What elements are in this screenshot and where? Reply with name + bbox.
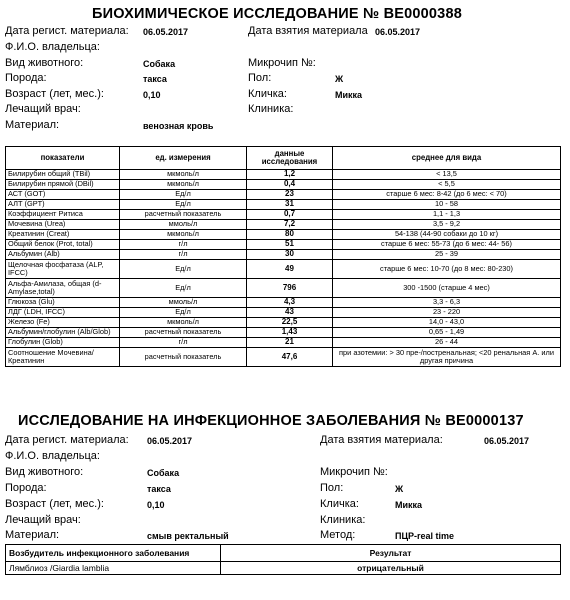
param-unit: мкмоль/л	[120, 180, 247, 190]
param-unit: ммоль/л	[120, 220, 247, 230]
param-value: 1,2	[247, 170, 333, 180]
param-name: Билирубин прямой (DBil)	[6, 180, 120, 190]
param-name: Мочевина (Urea)	[6, 220, 120, 230]
inf-chip-label: Микрочип №:	[320, 466, 388, 478]
inf-age-label: Возраст (лет, мес.):	[5, 498, 104, 510]
bio-take-date-label: Дата взятия материала	[248, 25, 368, 37]
header-reference: среднее для вида	[333, 147, 561, 170]
param-name: Соотношение Мочевина/Креатинин	[6, 348, 120, 367]
table-row	[6, 210, 561, 220]
bio-species: Собака	[143, 59, 176, 69]
table-row	[6, 308, 561, 318]
bio-breed: такса	[143, 74, 167, 84]
param-reference: при азотемии: > 30 пре-/постренальная; <20 ренальная А. или другая причина	[333, 348, 561, 367]
header-unit: ед. измерения	[120, 147, 247, 170]
param-value: 49	[247, 260, 333, 279]
bio-breed-label: Порода:	[5, 72, 47, 84]
bio-age-label: Возраст (лет, мес.):	[5, 88, 104, 100]
bio-clinic-label: Клиника:	[248, 103, 294, 115]
param-value: 21	[247, 338, 333, 348]
param-unit: ммоль/л	[120, 298, 247, 308]
param-reference: 0,65 - 1,49	[333, 328, 561, 338]
param-reference: старше 6 мес: 55-73 (до 6 мес: 44- 56)	[333, 240, 561, 250]
pathogen-name: Лямблиоз /Giardia lamblia	[6, 562, 221, 575]
table-header-row	[6, 545, 561, 562]
bio-chip-label: Микрочип №:	[248, 57, 316, 69]
header-result: Результат	[221, 545, 561, 562]
param-unit: г/л	[120, 250, 247, 260]
param-reference: 1,1 - 1,3	[333, 210, 561, 220]
param-unit: Ед/л	[120, 200, 247, 210]
param-name: ЛДГ (LDH, IFCC)	[6, 308, 120, 318]
table-row	[6, 170, 561, 180]
inf-species: Собака	[147, 468, 180, 478]
param-reference: < 13,5	[333, 170, 561, 180]
param-value: 43	[247, 308, 333, 318]
param-unit: мкмоль/л	[120, 230, 247, 240]
table-row	[6, 240, 561, 250]
inf-method-label: Метод:	[320, 529, 356, 541]
param-name: Билирубин общий (TBil)	[6, 170, 120, 180]
param-name: Креатинин (Creat)	[6, 230, 120, 240]
table-row	[6, 230, 561, 240]
param-value: 47,6	[247, 348, 333, 367]
inf-species-label: Вид животного:	[5, 466, 84, 478]
param-unit: расчетный показатель	[120, 348, 247, 367]
param-value: 31	[247, 200, 333, 210]
param-reference: < 5,5	[333, 180, 561, 190]
table-row	[6, 220, 561, 230]
param-unit: г/л	[120, 338, 247, 348]
param-value: 30	[247, 250, 333, 260]
bio-reg-date: 06.05.2017	[143, 27, 189, 37]
bio-material: венозная кровь	[143, 121, 214, 131]
param-reference: старше 6 мес: 10-70 (до 8 мес: 80-230)	[333, 260, 561, 279]
biochemistry-table	[5, 146, 561, 367]
param-value: 23	[247, 190, 333, 200]
param-value: 796	[247, 279, 333, 298]
table-row	[6, 348, 561, 367]
bio-reg-date-label: Дата регист. материала:	[5, 25, 129, 37]
inf-breed: такса	[147, 484, 171, 494]
param-reference: 54-138 (44-90 собаки до 10 кг)	[333, 230, 561, 240]
inf-title: ИССЛЕДОВАНИЕ НА ИНФЕКЦИОННОЕ ЗАБОЛЕВАНИЯ № ВЕ0000137	[18, 413, 524, 429]
inf-take-date-label: Дата взятия материала:	[320, 434, 443, 446]
inf-nickname: Микка	[395, 500, 423, 510]
param-value: 4,3	[247, 298, 333, 308]
bio-species-label: Вид животного:	[5, 57, 84, 69]
table-row	[6, 260, 561, 279]
header-pathogen: Возбудитель инфекционного заболевания	[6, 545, 221, 562]
param-unit: расчетный показатель	[120, 328, 247, 338]
infection-table	[5, 544, 561, 575]
inf-nickname-label: Кличка:	[320, 498, 359, 510]
table-row	[6, 200, 561, 210]
param-name: Железо (Fe)	[6, 318, 120, 328]
param-unit: Ед/л	[120, 308, 247, 318]
param-name: Альбумин/глобулин (Alb/Glob)	[6, 328, 120, 338]
param-value: 22,5	[247, 318, 333, 328]
bio-age: 0,10	[143, 90, 161, 100]
inf-owner-label: Ф.И.О. владельца:	[5, 450, 100, 462]
param-value: 51	[247, 240, 333, 250]
param-unit: мкмоль/л	[120, 318, 247, 328]
param-value: 0,4	[247, 180, 333, 190]
param-value: 7,2	[247, 220, 333, 230]
inf-method: ПЦР-real time	[395, 531, 455, 541]
param-reference: 14,0 - 43,0	[333, 318, 561, 328]
param-reference: 25 - 39	[333, 250, 561, 260]
param-reference: 3,5 - 9,2	[333, 220, 561, 230]
param-reference: 23 - 220	[333, 308, 561, 318]
inf-doctor-label: Лечащий врач:	[5, 514, 81, 526]
table-header-row	[6, 147, 561, 170]
bio-sex-label: Пол:	[248, 72, 272, 84]
param-unit: Ед/л	[120, 190, 247, 200]
bio-take-date: 06.05.2017	[375, 27, 421, 37]
param-value: 1,43	[247, 328, 333, 338]
param-unit: мкмоль/л	[120, 170, 247, 180]
inf-breed-label: Порода:	[5, 482, 47, 494]
param-name: Глюкоза (Glu)	[6, 298, 120, 308]
inf-clinic-label: Клиника:	[320, 514, 366, 526]
table-row	[6, 328, 561, 338]
inf-take-date: 06.05.2017	[484, 436, 530, 446]
param-name: Альфа-Амилаза, общая (d-Amylase,total)	[6, 279, 120, 298]
param-value: 80	[247, 230, 333, 240]
param-unit: расчетный показатель	[120, 210, 247, 220]
bio-sex: Ж	[335, 74, 344, 84]
param-reference: 10 - 58	[333, 200, 561, 210]
inf-age: 0,10	[147, 500, 165, 510]
param-reference: старше 6 мес: 8-42 (до 6 мес: < 70)	[333, 190, 561, 200]
table-row	[6, 298, 561, 308]
table-row	[6, 279, 561, 298]
inf-material-label: Материал:	[5, 529, 60, 541]
param-name: Щелочная фосфатаза (ALP, IFCC)	[6, 260, 120, 279]
table-row	[6, 338, 561, 348]
param-name: Альбумин (Alb)	[6, 250, 120, 260]
param-unit: Ед/л	[120, 279, 247, 298]
param-reference: 26 - 44	[333, 338, 561, 348]
bio-title: БИОХИМИЧЕСКОЕ ИССЛЕДОВАНИЕ № ВЕ0000388	[92, 6, 462, 22]
table-row	[6, 250, 561, 260]
param-unit: г/л	[120, 240, 247, 250]
bio-nickname: Микка	[335, 90, 363, 100]
bio-material-label: Материал:	[5, 119, 60, 131]
param-reference: 300 -1500 (старше 4 мес)	[333, 279, 561, 298]
inf-material: смыв ректальный	[147, 531, 229, 541]
header-parameter: показатели	[6, 147, 120, 170]
table-row	[6, 180, 561, 190]
inf-reg-date-label: Дата регист. материала:	[5, 434, 129, 446]
inf-sex-label: Пол:	[320, 482, 344, 494]
param-name: АЛТ (GPT)	[6, 200, 120, 210]
table-row	[6, 562, 561, 575]
pathogen-result: отрицательный	[221, 562, 561, 575]
param-name: Общий белок (Prot, total)	[6, 240, 120, 250]
header-result: данные исследования	[247, 147, 333, 170]
param-name: Коэффициент Ритиса	[6, 210, 120, 220]
bio-nickname-label: Кличка:	[248, 88, 287, 100]
bio-doctor-label: Лечащий врач:	[5, 103, 81, 115]
inf-sex: Ж	[395, 484, 404, 494]
param-name: АСТ (GOT)	[6, 190, 120, 200]
param-name: Глобулин (Glob)	[6, 338, 120, 348]
param-reference: 3,3 - 6,3	[333, 298, 561, 308]
param-unit: Ед/л	[120, 260, 247, 279]
param-value: 0,7	[247, 210, 333, 220]
bio-owner-label: Ф.И.О. владельца:	[5, 41, 100, 53]
table-row	[6, 318, 561, 328]
inf-reg-date: 06.05.2017	[147, 436, 193, 446]
table-row	[6, 190, 561, 200]
